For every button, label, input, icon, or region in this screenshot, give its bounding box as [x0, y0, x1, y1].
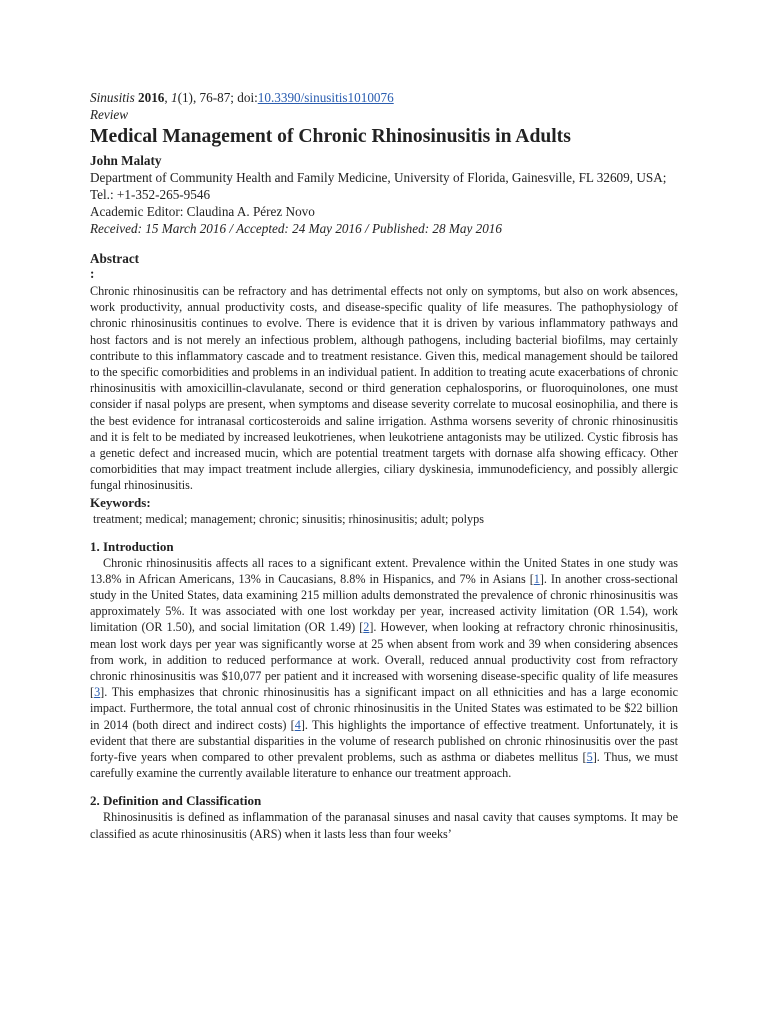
abstract-text: Chronic rhinosinusitis can be refractory and has detrimental effects not only on symptoms, but also on work absences, work productivity, annual productivity costs, and disease-specific quality of life measures. The pathophysiology of chronic rhinosinusitis continues to evolve. There is evidence that it is driven by various inflammatory pathways and host factors and is not merely an infectious problem, although pathogens, including bacterial biofilms, may certainly contribute to this inflammatory cascade and to treatment resistance. Given this, medical management should be tailored to the specific comorbidities and problems in an individual patient. In addition to treating acute exacerbations of chronic rhinosinusitis with amoxicillin-clavulanate, second or third generation cephalosporins, or fluoroquinolones, one must consider if nasal polyps are present, when symptoms and disease severity correlate to mucosal eosinophilia, and there is the best evidence for intranasal corticosteroids and saline irrigation. Asthma worsens severity of chronic rhinosinusitis and it is felt to be mediated by increased leukotrienes, when leukotriene antagonists may be utilized. Cystic fibrosis has a genetic defect and increased mucin, which are potential treatment targets with dornase alfa showing efficacy. Other comorbidities that may impact treatment include allergies, ciliary dyskinesia, immunodeficiency, and possibly allergic fungal rhinosinusitis.	[90, 284, 678, 493]
academic-editor: Academic Editor: Claudina A. Pérez Novo	[90, 204, 315, 219]
publication-dates: Received: 15 March 2016 / Accepted: 24 May 2016 / Published: 28 May 2016	[90, 221, 502, 236]
intro-text-2: ]. In another cross-sectional study in the United States, data examining 215 million adults demonstrated the prevalence of chronic rhinosinusitis was approximately 5%. It was associated with one lost workday per year, increased activity limitation (OR 1.54), work limitation (OR 1.50), and social limitation (OR 1.49) [	[90, 571, 678, 635]
keywords-heading: Keywords:	[90, 494, 151, 510]
article-type: Review	[90, 107, 129, 122]
reference-link-2[interactable]: 2	[363, 620, 370, 635]
author-affiliation: Department of Community Health and Family Medicine, University of Florida, Gainesville, FL 32609, USA; Tel.: +1-352-265-9546	[90, 170, 667, 202]
publication-year: 2016	[138, 90, 165, 105]
definition-paragraph: Rhinosinusitis is defined as inflammation of the paranasal sinuses and nasal cavity that causes symptoms. It may be classified as acute rhinosinusitis (ARS) when it lasts less than four weeks’	[90, 810, 678, 841]
section-heading-introduction: 1. Introduction	[90, 538, 174, 554]
reference-link-5[interactable]: 5	[586, 750, 593, 765]
introduction-paragraph	[90, 555, 678, 782]
issue-pages: (1), 76-87; doi:	[177, 90, 258, 105]
intro-text-4: ]. This emphasizes that chronic rhinosinusitis has a significant impact on all ethnicities and has a large economic impact. Furthermore, the total annual cost of chronic rhinosinusitis in the United States was estimated to be $22 billion in 2014 (both direct and indirect costs) [	[90, 685, 678, 732]
journal-name: Sinusitis	[90, 90, 135, 105]
citation-line: Sinusitis 2016, 1(1), 76-87; doi:10.3390/sinusitis1010076	[90, 90, 394, 105]
abstract-heading: Abstract	[90, 251, 140, 266]
volume-number: 1	[170, 90, 178, 105]
intro-text-3: ]. However, when looking at refractory chronic rhinosinusitis, mean lost work days per year was significantly worse at 25 when absent from work and 39 when considering absences from work, in addition to reduced performance at work. Overall, reduced annual productivity cost from refractory chronic rhinosinusitis was $10,077 per patient and it increased with worsening disease-specific quality of life measures [	[90, 620, 678, 700]
intro-text-6: ]. Thus, we must carefully examine the currently available literature to enhance our treatment approach.	[90, 750, 678, 781]
doi-link[interactable]: 10.3390/sinusitis1010076	[257, 90, 394, 105]
article-title: Medical Management of Chronic Rhinosinusitis in Adults	[90, 126, 571, 147]
abstract-colon: :	[90, 266, 95, 281]
section-heading-definition: 2. Definition and Classification	[90, 793, 262, 809]
intro-text-1: Chronic rhinosinusitis affects all races to a significant extent. Prevalence within the United States in one study was 13.8% in African Americans, 13% in Caucasians, 8.8% in Hispanics, and 7% in Asians [	[90, 555, 678, 586]
keywords-list: treatment; medical; management; chronic; sinusitis; rhinosinusitis; adult; polyps	[93, 511, 484, 526]
reference-link-1[interactable]: 1	[533, 571, 540, 586]
intro-text-5: ]. This highlights the importance of effective treatment. Unfortunately, it is evident that there are substantial disparities in the volume of research published on chronic rhinosinusitis over the past forty-five years when compared to other prevalent problems, such as asthma or diabetes mellitus [	[90, 717, 678, 765]
reference-link-4[interactable]: 4	[294, 717, 301, 732]
article-page	[90, 90, 678, 1024]
author-name: John Malaty	[90, 153, 162, 168]
reference-link-3[interactable]: 3	[94, 685, 101, 700]
